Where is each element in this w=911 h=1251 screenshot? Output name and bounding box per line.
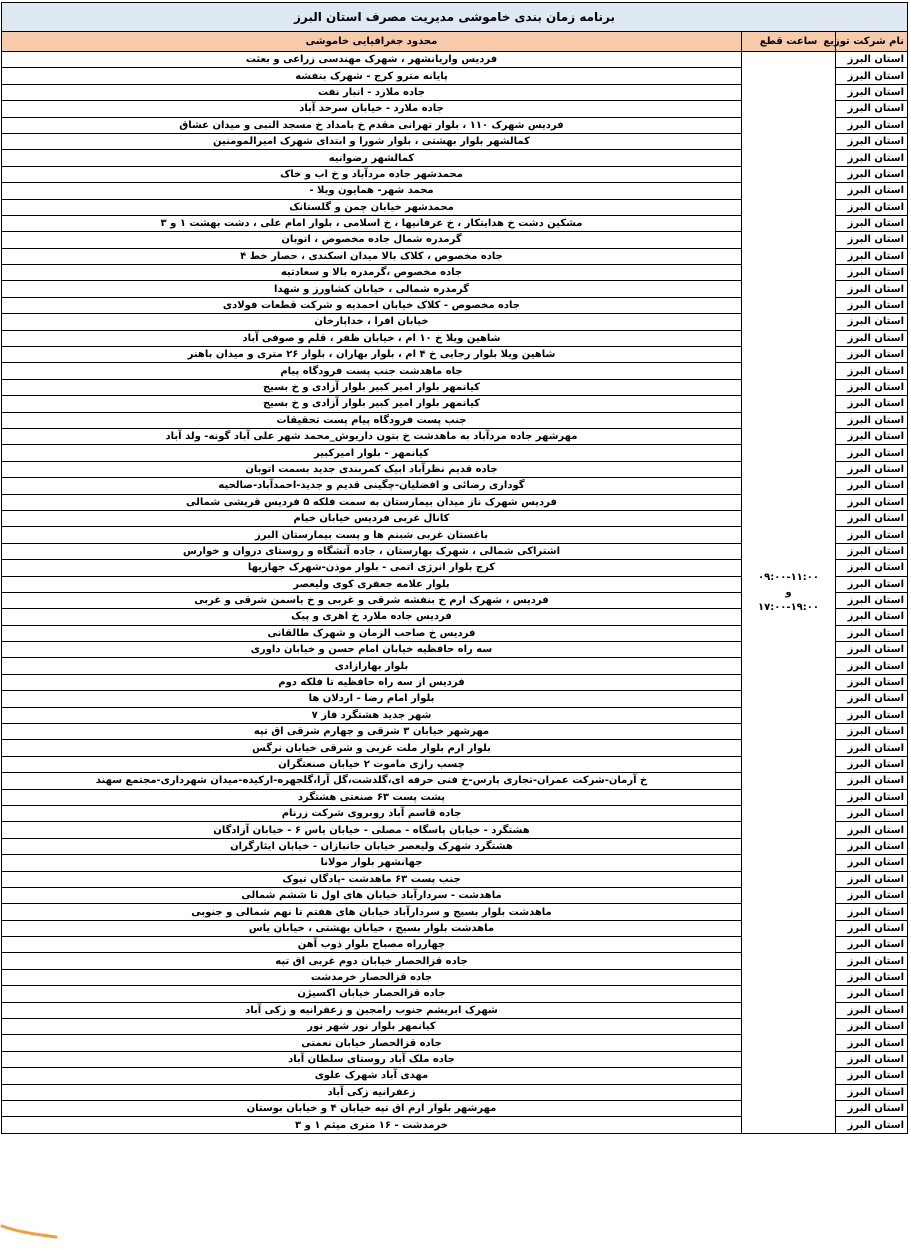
area-cell: پشت پست ۶۳ صنعتی هشتگرد (1, 789, 741, 805)
area-cell: کرج بلوار انرژی اتمی - بلوار موذن-شهرک جهازیها (1, 560, 741, 576)
area-cell: فردیس ، شهرک ارم خ بنفشه شرقی و غربی و خ یاسمن شرقی و غربی (1, 592, 741, 608)
company-cell: استان البرز (836, 461, 908, 477)
area-cell: بلوار ارم بلوار ملت غربی و شرقی خیابان نرگس (1, 740, 741, 756)
company-cell: استان البرز (836, 215, 908, 231)
company-cell: استان البرز (836, 1002, 908, 1018)
area-cell: جاده مخصوص ،گرمدره بالا و سعادتیه (1, 265, 741, 281)
area-cell: محمدشهر جاده مردآباد و خ اب و خاک (1, 166, 741, 182)
area-cell: شهر جدید هشتگرد فاز ۷ (1, 707, 741, 723)
area-cell: فردیس خ صاحب الزمان و شهرک طالقانی (1, 625, 741, 641)
table-row (1, 52, 907, 68)
company-cell: استان البرز (836, 396, 908, 412)
company-cell: استان البرز (836, 84, 908, 100)
company-cell: استان البرز (836, 855, 908, 871)
company-cell: استان البرز (836, 510, 908, 526)
area-cell: اشتراکی شمالی ، شهرک بهارستان ، جاده آتشگاه و روستای دروان و خوارس (1, 543, 741, 559)
area-cell: چهارراه مصباح بلوار ذوب آهن (1, 937, 741, 953)
orange-swoosh-mark (0, 1222, 60, 1240)
area-cell: جاده مخصوص ، کلاک بالا میدان اسکندی ، حصار خط ۴ (1, 248, 741, 264)
company-cell: استان البرز (836, 707, 908, 723)
company-cell: استان البرز (836, 314, 908, 330)
company-cell: استان البرز (836, 937, 908, 953)
area-cell: ماهدشت بلوار بسیج ، خیابان بهشتی ، خیابان یاس (1, 920, 741, 936)
company-cell: استان البرز (836, 330, 908, 346)
area-cell: جنب پست فرودگاه پیام پست تحقیقات (1, 412, 741, 428)
company-cell: استان البرز (836, 265, 908, 281)
area-cell: کیانمهر بلوار نور شهر نور (1, 1019, 741, 1035)
company-cell: استان البرز (836, 805, 908, 821)
company-cell: استان البرز (836, 904, 908, 920)
area-cell: کیانمهر بلوار امیر کبیر بلوار آزادی و خ بسیج (1, 379, 741, 395)
area-cell: بلوار بهارازادی (1, 658, 741, 674)
company-cell: استان البرز (836, 658, 908, 674)
company-cell: استان البرز (836, 674, 908, 690)
area-cell: جاده قدیم نظرآباد ابیک کمربندی جدید بسمت اتوبان (1, 461, 741, 477)
company-cell: استان البرز (836, 625, 908, 641)
area-cell: جاده قزالحصار خیابان اکسیژن (1, 986, 741, 1002)
company-cell: استان البرز (836, 52, 908, 68)
company-cell: استان البرز (836, 773, 908, 789)
company-cell: استان البرز (836, 494, 908, 510)
company-cell: استان البرز (836, 117, 908, 133)
area-cell: زعفرانیه زکی آباد (1, 1084, 741, 1100)
area-cell: سه راه حافظیه خیابان امام حسن و خیابان داوری (1, 642, 741, 658)
company-cell: استان البرز (836, 199, 908, 215)
company-cell: استان البرز (836, 1035, 908, 1051)
company-cell: استان البرز (836, 920, 908, 936)
company-cell: استان البرز (836, 953, 908, 969)
area-cell: محمد شهر- همایون ویلا - (1, 183, 741, 199)
area-cell: خ آرمان-شرکت عمران-تجاری پارس-خ فنی حرفه ای،گلدشت،گل آرا،گلجهره-ارکیده-میدان شهرداری-مجتمع سهند (1, 773, 741, 789)
area-cell: مهرشهر جاده مردآباد به ماهدشت خ بتون داریوش_محمد شهر علی آباد گونه- ولد آباد (1, 428, 741, 444)
outage-time-cell (742, 52, 836, 1134)
area-cell: جاده قاسم آباد روبروی شرکت زرنام (1, 805, 741, 821)
area-cell: چسب رازی ماموت ۲ خیابان صنعتگران (1, 756, 741, 772)
area-cell: جاده مخصوص - کلاک خیابان احمدیه و شرکت قطعات فولادی (1, 297, 741, 313)
company-cell: استان البرز (836, 1084, 908, 1100)
company-cell: استان البرز (836, 445, 908, 461)
area-cell: گرمدره شمال جاده مخصوص ، اتوبان (1, 232, 741, 248)
area-cell: محمدشهر خیابان چمن و گلستانک (1, 199, 741, 215)
area-cell: جهانشهر بلوار مولانا (1, 855, 741, 871)
area-cell: جاده ملارد - انبار نفت (1, 84, 741, 100)
company-cell: استان البرز (836, 150, 908, 166)
company-cell: استان البرز (836, 1101, 908, 1117)
area-cell: گرمدره شمالی ، خیابان کشاورز و شهدا (1, 281, 741, 297)
company-cell: استان البرز (836, 428, 908, 444)
company-cell: استان البرز (836, 183, 908, 199)
company-cell: استان البرز (836, 68, 908, 84)
area-cell: فردیس واریانشهر ، شهرک مهندسی زراعی و بعثت (1, 52, 741, 68)
company-cell: استان البرز (836, 789, 908, 805)
area-cell: مهرشهر بلوار ارم اق تپه خیابان ۴ و خیابان بوستان (1, 1101, 741, 1117)
company-cell: استان البرز (836, 756, 908, 772)
time-slot-and: و (785, 586, 792, 598)
company-cell: استان البرز (836, 560, 908, 576)
company-cell: استان البرز (836, 1051, 908, 1067)
area-cell: ماهدشت بلوار بسیج و سردارآباد خیابان های هفتم تا نهم شمالی و جنوبی (1, 904, 741, 920)
company-cell: استان البرز (836, 347, 908, 363)
area-cell: پایانه مترو کرج - شهرک بنفشه (1, 68, 741, 84)
header-area: محدود جغرافیایی خاموشی (1, 32, 741, 52)
table-title: برنامه زمان بندی خاموشی مدیریت مصرف استان البرز (1, 3, 907, 32)
company-cell: استان البرز (836, 101, 908, 117)
company-cell: استان البرز (836, 724, 908, 740)
time-slot-first: ۰۹:۰۰-۱۱:۰۰ (758, 571, 819, 583)
company-cell: استان البرز (836, 969, 908, 985)
company-cell: استان البرز (836, 133, 908, 149)
company-cell: استان البرز (836, 609, 908, 625)
area-cell: شاهین ویلا خ ۱۰ ام ، خیابان ظفر ، قلم و صوفی آباد (1, 330, 741, 346)
area-cell: شاهین ویلا بلوار رجایی خ ۴ ام ، بلوار بهاران ، بلوار ۲۶ متری و میدان باهنر (1, 347, 741, 363)
company-cell: استان البرز (836, 543, 908, 559)
company-cell: استان البرز (836, 740, 908, 756)
company-cell: استان البرز (836, 592, 908, 608)
header-company: نام شرکت توزیع (836, 32, 908, 52)
area-cell: جاده قزالحصار خیابان نعمتی (1, 1035, 741, 1051)
area-cell: بلوار علامه جعفری کوی ولیعصر (1, 576, 741, 592)
blackout-schedule-table (1, 2, 908, 1134)
time-slot-second: ۱۷:۰۰-۱۹:۰۰ (758, 601, 819, 613)
area-cell: جاده قزالحصار خرمدشت (1, 969, 741, 985)
area-cell: بلوار امام رضا - اردلان ها (1, 691, 741, 707)
company-cell: استان البرز (836, 1019, 908, 1035)
area-cell: گوداری رضائی و افضلیان-چگینی قدیم و جدید-احمدآباد-صالحیه (1, 478, 741, 494)
area-cell: جاده ملارد - خیابان سرحد آباد (1, 101, 741, 117)
company-cell: استان البرز (836, 248, 908, 264)
company-cell: استان البرز (836, 297, 908, 313)
area-cell: مشکین دشت خ هدایتکار ، خ عرفانیها ، خ اسلامی ، بلوار امام علی ، دشت بهشت ۱ و ۳ (1, 215, 741, 231)
area-cell: فردیس از سه راه حافظیه تا فلکه دوم (1, 674, 741, 690)
area-cell: مهدی آباد شهرک علوی (1, 1068, 741, 1084)
company-cell: استان البرز (836, 363, 908, 379)
area-cell: هشتگرد - خیابان پاسگاه - مصلی - خیابان یاس ۶ - خیابان آزادگان (1, 822, 741, 838)
company-cell: استان البرز (836, 822, 908, 838)
company-cell: استان البرز (836, 1068, 908, 1084)
area-cell: کانال غربی فردیس خیابان خیام (1, 510, 741, 526)
header-time: ساعت قطع (742, 32, 836, 52)
area-cell: خرمدشت - ۱۶ متری میثم ۱ و ۳ (1, 1117, 741, 1133)
area-cell: کمالشهر رضوانیه (1, 150, 741, 166)
company-cell: استان البرز (836, 379, 908, 395)
company-cell: استان البرز (836, 478, 908, 494)
area-cell: کمالشهر بلوار بهشتی ، بلوار شورا و ابتدای شهرک امیرالمومنین (1, 133, 741, 149)
company-cell: استان البرز (836, 642, 908, 658)
area-cell: فردیس شهرک ۱۱۰ ، بلوار تهرانی مقدم خ بامداد خ مسجد النبی و میدان عشاق (1, 117, 741, 133)
company-cell: استان البرز (836, 1117, 908, 1133)
company-cell: استان البرز (836, 232, 908, 248)
area-cell: ماهدشت - سردارآباد خیابان های اول تا ششم شمالی (1, 887, 741, 903)
area-cell: هشتگرد شهرک ولیعصر خیابان جانبازان - خیابان ایثارگران (1, 838, 741, 854)
area-cell: جاه ماهدشت جنب پست فرودگاه پیام (1, 363, 741, 379)
company-cell: استان البرز (836, 871, 908, 887)
company-cell: استان البرز (836, 166, 908, 182)
schedule-sheet (2, 2, 908, 1134)
area-cell: شهرک ابریشم جنوب رامجین و زعفرانیه و زکی آباد (1, 1002, 741, 1018)
area-cell: خیابان افرا ، خداپارخان (1, 314, 741, 330)
company-cell: استان البرز (836, 576, 908, 592)
area-cell: جاده قزالحصار خیابان دوم غربی اق تپه (1, 953, 741, 969)
area-cell: باغستان غربی شبنم ها و پست بیمارستان البرز (1, 527, 741, 543)
area-cell: جنب پست ۶۳ ماهدشت -پادگان تیوک (1, 871, 741, 887)
company-cell: استان البرز (836, 527, 908, 543)
company-cell: استان البرز (836, 838, 908, 854)
company-cell: استان البرز (836, 412, 908, 428)
area-cell: جاده ملک آباد روستای سلطان آباد (1, 1051, 741, 1067)
area-cell: فردیس جاده ملارد خ اهری و پیک (1, 609, 741, 625)
company-cell: استان البرز (836, 887, 908, 903)
area-cell: فردیس شهرک ناز میدان بیمارستان به سمت فلکه ۵ فردیس قریشی شمالی (1, 494, 741, 510)
area-cell: مهرشهر خیابان ۳ شرقی و چهارم شرقی اق تپه (1, 724, 741, 740)
company-cell: استان البرز (836, 691, 908, 707)
company-cell: استان البرز (836, 281, 908, 297)
area-cell: کیانمهر بلوار امیر کبیر بلوار آزادی و خ بسیج (1, 396, 741, 412)
area-cell: کیانمهر - بلوار امیرکبیر (1, 445, 741, 461)
company-cell: استان البرز (836, 986, 908, 1002)
